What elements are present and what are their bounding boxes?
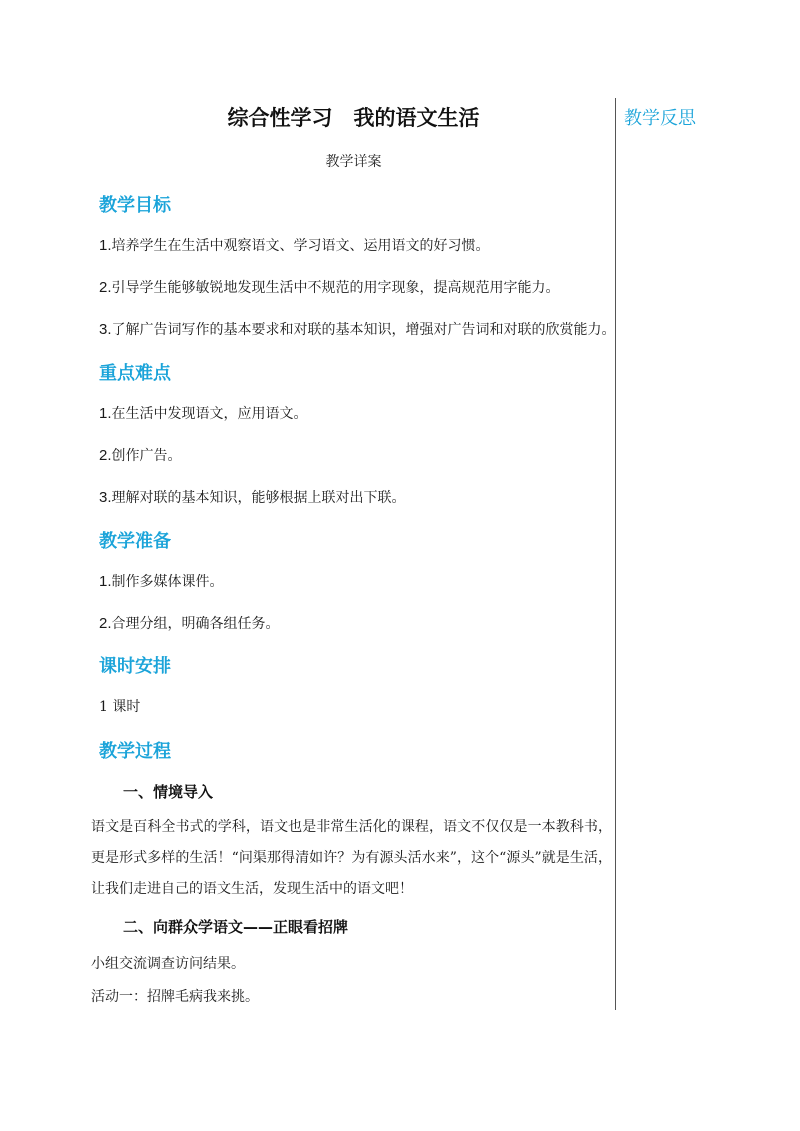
page-title: 综合性学习 我的语文生活 <box>227 106 480 130</box>
key-point-item: 1.在生活中发现语文，应用语文。 <box>99 405 308 422</box>
objective-item: 1.培养学生在生活中观察语文、学习语文、运用语文的好习惯。 <box>99 237 490 254</box>
page-subtitle: 教学详案 <box>325 154 382 170</box>
objective-item: 2.引导学生能够敏锐地发现生活中不规范的用字现象，提高规范用字能力。 <box>99 279 560 296</box>
step2-heading: 二、向群众学语文——正眼看招牌 <box>123 918 349 936</box>
step1-paragraph: 语文是百科全书式的学科，语文也是非常生活化的课程，语文不仅仅是一本教科书，更是形式多样的生活！“问渠那得清如许？为有源头活水来”，这个“源头”就是生活，让我们走进自己的语文生活，发现生活中的语文吧！ <box>91 819 612 897</box>
step2-line: 小组交流调查访问结果。 <box>91 956 245 972</box>
key-points-heading: 重点难点 <box>99 363 171 384</box>
preparation-heading: 教学准备 <box>99 531 171 552</box>
key-point-item: 3.理解对联的基本知识，能够根据上联对出下联。 <box>99 489 406 506</box>
schedule-text: 1 课时 <box>99 699 141 715</box>
schedule-heading: 课时安排 <box>99 656 171 677</box>
preparation-item: 2.合理分组，明确各组任务。 <box>99 615 280 632</box>
column-divider <box>615 98 616 1010</box>
reflection-heading: 教学反思 <box>624 108 696 129</box>
preparation-item: 1.制作多媒体课件。 <box>99 573 224 590</box>
step2-line: 活动一：招牌毛病我来挑。 <box>91 989 259 1005</box>
step1-heading: 一、情境导入 <box>123 783 214 801</box>
key-point-item: 2.创作广告。 <box>99 447 182 464</box>
objective-item: 3.了解广告词写作的基本要求和对联的基本知识，增强对广告词和对联的欣赏能力。 <box>99 321 616 338</box>
process-heading: 教学过程 <box>99 741 171 762</box>
objectives-heading: 教学目标 <box>99 195 171 216</box>
